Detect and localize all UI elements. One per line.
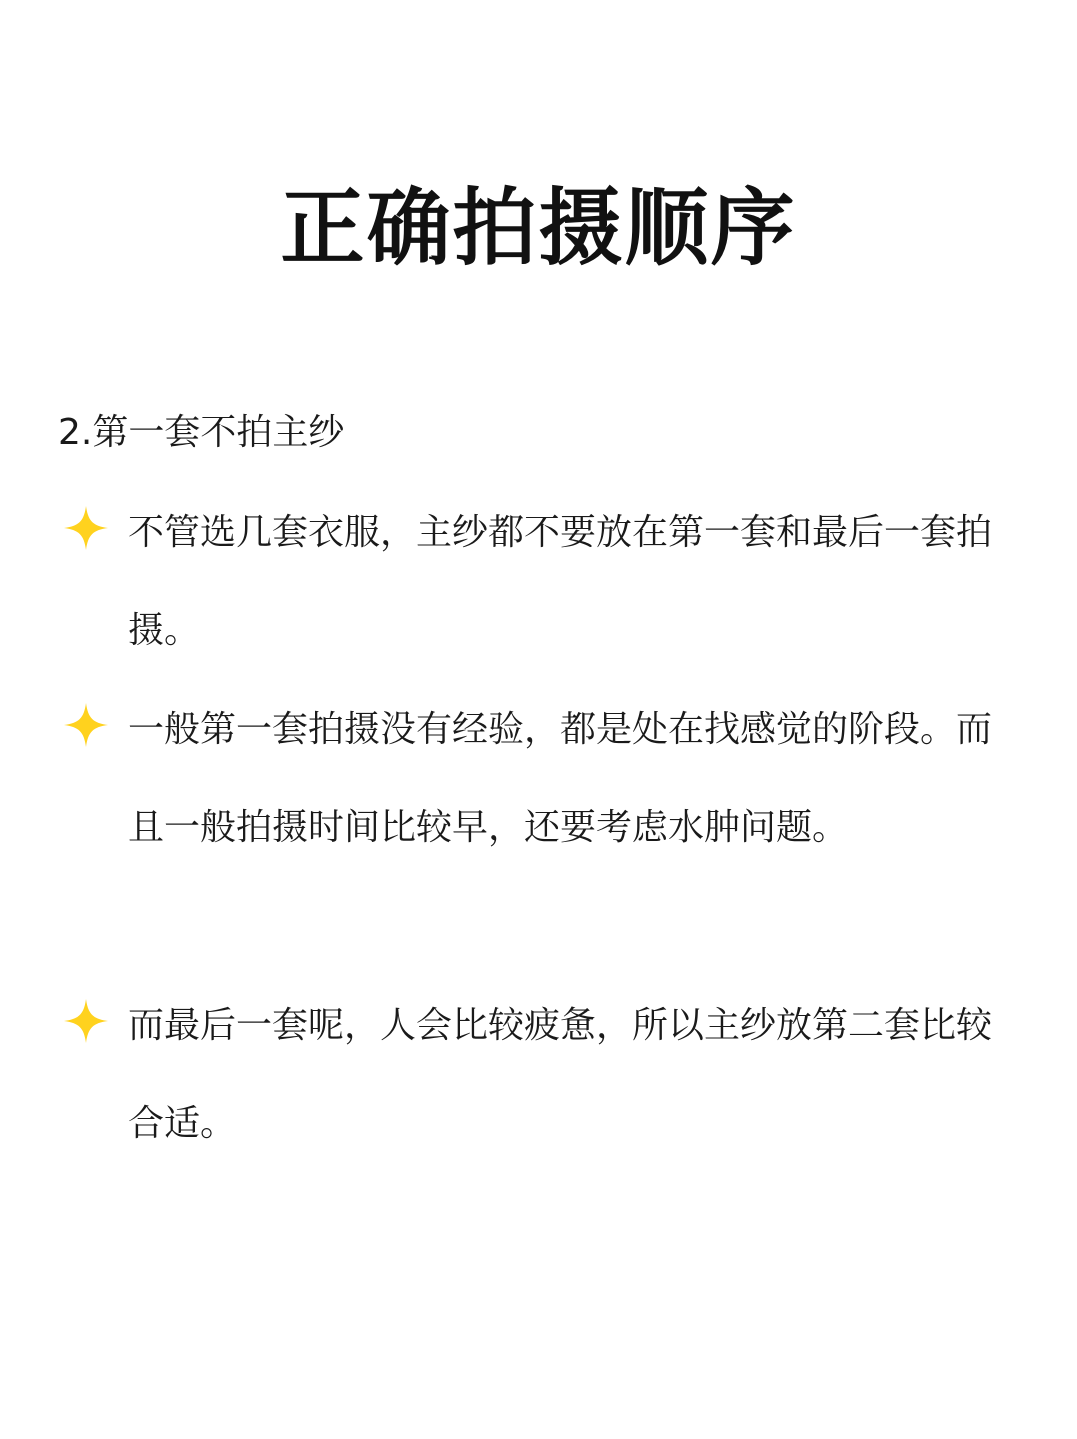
sparkle-star-icon: [62, 504, 110, 552]
sparkle-star-icon: [62, 701, 110, 749]
bullet-text: 一般第一套拍摄没有经验，都是处在找感觉的阶段。而且一般拍摄时间比较早，还要考虑水肿问题。: [128, 709, 993, 848]
bullet-text: 不管选几套衣服，主纱都不要放在第一套和最后一套拍摄。: [128, 512, 993, 651]
sparkle-star-icon: [62, 997, 110, 1045]
page-title: 正确拍摄顺序: [280, 179, 797, 277]
bullet-text: 而最后一套呢，人会比较疲惫，所以主纱放第二套比较合适。: [128, 1005, 993, 1144]
section-heading: 2.第一套不拍主纱: [58, 412, 345, 453]
